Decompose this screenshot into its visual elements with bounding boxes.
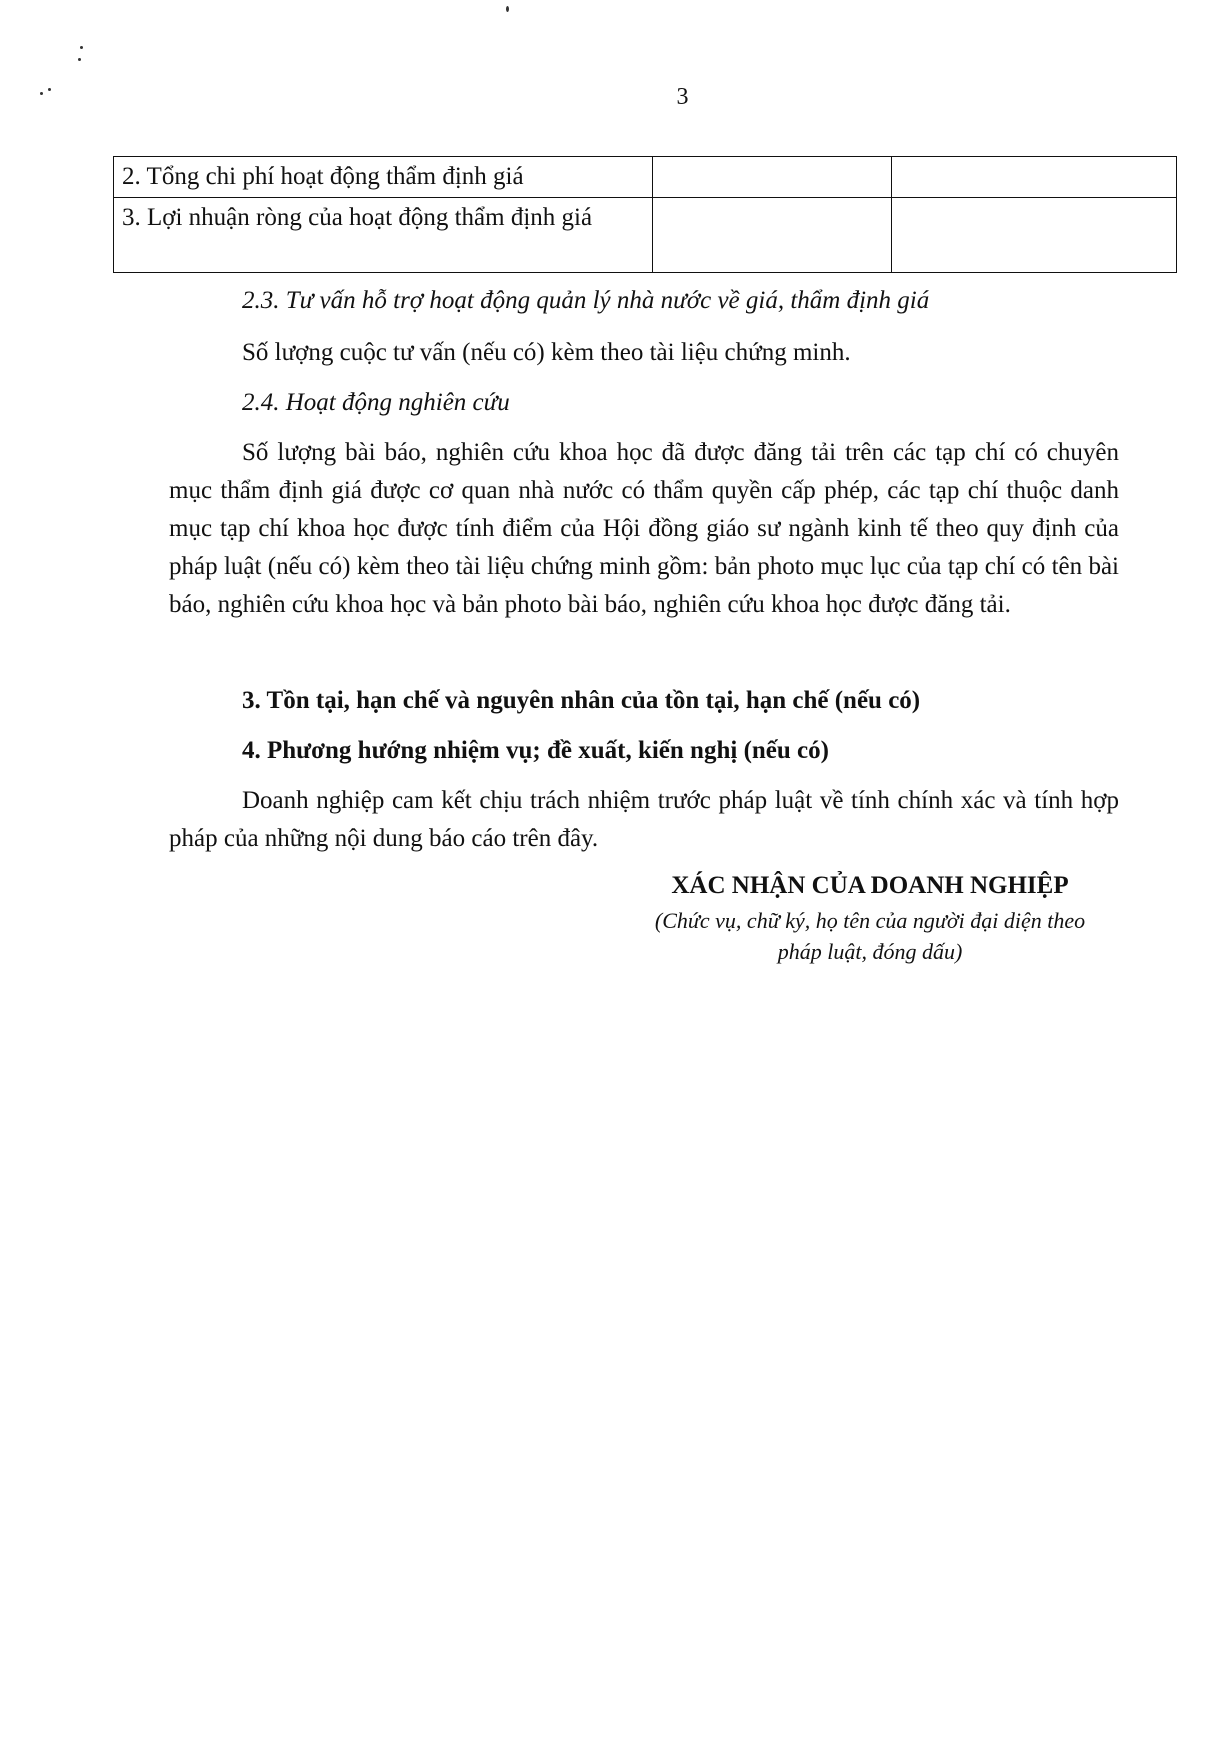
report-table	[113, 156, 1177, 273]
section-2-4-heading: 2.4. Hoạt động nghiên cứu	[242, 389, 510, 416]
signature-title: XÁC NHẬN CỦA DOANH NGHIỆP	[671, 872, 1069, 899]
section-2-3-body: Số lượng cuộc tư vấn (nếu có) kèm theo tài liệu chứng minh.	[242, 339, 851, 366]
section-4-heading: 4. Phương hướng nhiệm vụ; đề xuất, kiến nghị (nếu có)	[242, 737, 829, 764]
table-cell-value	[892, 157, 1177, 198]
section-2-4-body: Số lượng bài báo, nghiên cứu khoa học đã được đăng tải trên các tạp chí có chuyên mục thẩm định giá được cơ quan nhà nước có thẩm quyền cấp phép, các tạp chí thuộc danh mục tạp chí khoa học được tính điểm của Hội đồng giáo sư ngành kinh tế theo quy định của pháp luật (nếu có) kèm theo tài liệu chứng minh gồm: bản photo mục lục của tạp chí có tên bài báo, nghiên cứu khoa học và bản photo bài báo, nghiên cứu khoa học được đăng tải.	[169, 439, 1119, 618]
commitment-paragraph: Doanh nghiệp cam kết chịu trách nhiệm trước pháp luật về tính chính xác và tính hợp pháp của những nội dung báo cáo trên đây.	[169, 787, 1119, 852]
table-cell-value	[653, 198, 892, 273]
table-cell-value	[653, 157, 892, 198]
signature-note	[590, 905, 1150, 967]
table-cell-value	[892, 198, 1177, 273]
page-number: 3	[676, 84, 689, 110]
signature-note-line-2: pháp luật, đóng dấu)	[777, 939, 963, 964]
table-cell-label: 2. Tổng chi phí hoạt động thẩm định giá	[114, 157, 653, 198]
table-cell-label: 3. Lợi nhuận ròng của hoạt động thẩm định giá	[114, 198, 653, 273]
table-row	[114, 157, 1177, 198]
table-row	[114, 198, 1177, 273]
scan-speck	[78, 58, 81, 61]
section-2-3-heading: 2.3. Tư vấn hỗ trợ hoạt động quản lý nhà nước về giá, thẩm định giá	[242, 287, 930, 314]
scan-speck	[80, 46, 83, 49]
signature-note-line-1: (Chức vụ, chữ ký, họ tên của người đại diện theo	[654, 908, 1086, 933]
scan-speck	[506, 6, 509, 12]
section-3-heading: 3. Tồn tại, hạn chế và nguyên nhân của tồn tại, hạn chế (nếu có)	[242, 687, 921, 714]
